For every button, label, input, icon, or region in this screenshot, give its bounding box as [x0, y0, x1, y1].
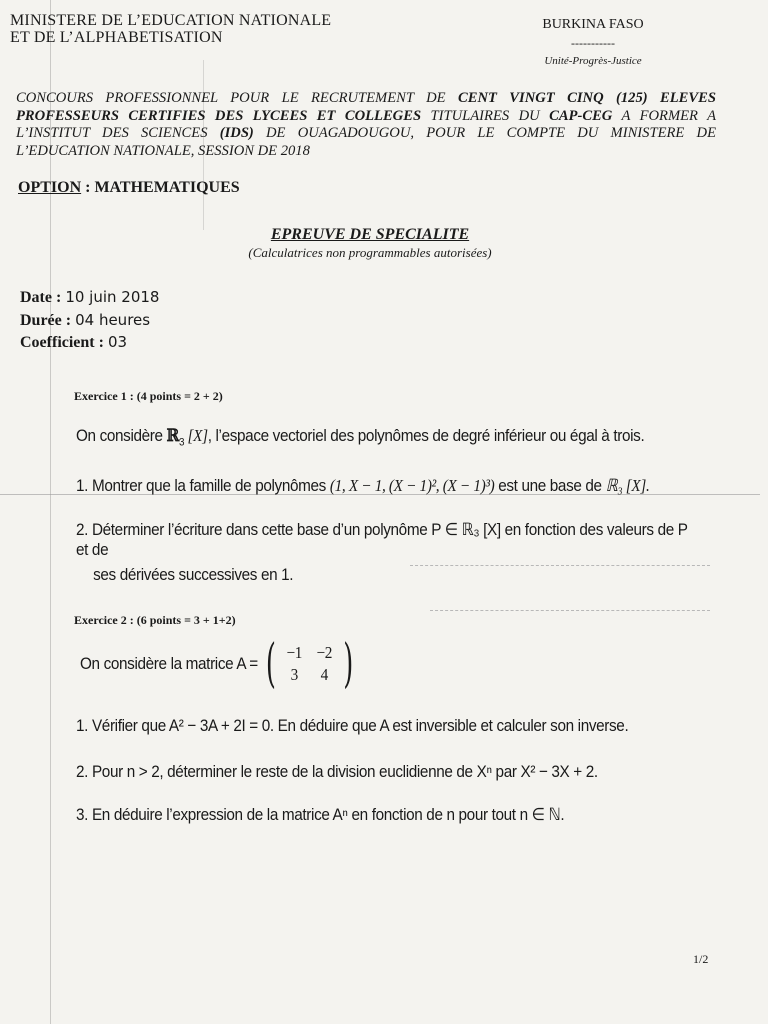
q1-number: 1. [76, 476, 89, 495]
matrix-left-paren: ( [265, 634, 276, 694]
matrix-row [279, 642, 339, 664]
exercise1-q1 [76, 476, 649, 496]
concours-bold: (IDS) [219, 125, 254, 141]
scan-artifact-dash [430, 610, 710, 611]
matrix-cell: 3 [290, 665, 298, 684]
concours-text: CONCOURS PROFESSIONNEL POUR LE RECRUTEMENT DE [16, 90, 458, 106]
matrix-cell: −2 [316, 643, 333, 662]
exercise1-intro-text: , l’espace vectoriel des polynômes de degré inférieur ou égal à trois. [207, 426, 645, 445]
date-line [20, 288, 159, 307]
exercise2-intro [80, 634, 357, 694]
matrix-a [261, 634, 357, 694]
country-separator: ----------- [571, 36, 615, 50]
option-line [18, 179, 240, 197]
ministry-line1: MINISTERE DE L’EDUCATION NATIONALE [10, 12, 332, 29]
q2-number: 2. [76, 520, 89, 539]
concours-description [16, 90, 716, 160]
concours-bold: CAP-CEG [549, 107, 613, 124]
concours-text: A FORMER A L’INSTITUT DES SCIENCES [16, 107, 717, 141]
q1-number: 1. [76, 716, 89, 735]
exercise1-intro [76, 426, 644, 448]
exam-subtitle: (Calculatrices non programmables autorisées) [248, 245, 492, 260]
concours-bold: CENT VINGT CINQ (125) ELEVES PROFESSEURS CERTIFIES DES LYCEES ET COLLEGES [16, 90, 716, 124]
page-number: 1/2 [693, 952, 709, 966]
matrix-table [279, 642, 339, 686]
r3-argument: [X] [184, 426, 208, 445]
exercise2-q1 [76, 716, 628, 736]
duree-line [20, 311, 150, 330]
q1-family: (1, X − 1, (X − 1)², (X − 1)³) [329, 476, 495, 495]
exercise2-q3 [76, 805, 564, 825]
country-motto: Unité-Progrès-Justice [544, 55, 642, 67]
exercise2-title: Exercice 2 : (6 points = 3 + 1+2) [74, 613, 236, 627]
exercise1-intro-text: On considère [76, 426, 167, 445]
r3-subscript: 3 [178, 436, 185, 449]
coef-value: 03 [107, 333, 128, 351]
date-value: 10 juin 2018 [65, 288, 160, 306]
exercise2-q2 [76, 762, 598, 782]
r3-symbol: ℝ [166, 426, 179, 446]
duree-label: Durée : [20, 312, 72, 329]
duree-value: 04 heures [75, 311, 151, 329]
q1-text: est une base de [494, 476, 606, 495]
matrix-cell: 4 [320, 665, 328, 684]
q1-text: Vérifier que A² − 3A + 2I = 0. En déduire que A est inversible et calculer son inverse. [91, 716, 629, 735]
q3-number: 3. [76, 805, 89, 824]
ministry-line2: ET DE L’ALPHABETISATION [10, 29, 223, 46]
q2-number: 2. [76, 762, 89, 781]
q2-line1: Déterminer l’écriture dans cette base d’un polynôme P ∈ ℝ₃ [X] en fonction des valeurs de P et de [76, 520, 688, 559]
exercise1-q2 [76, 520, 699, 585]
concours-text: TITULAIRES DU [421, 107, 550, 124]
q2-line2: ses dérivées successives en 1. [93, 565, 294, 584]
coef-line [20, 333, 127, 352]
matrix-row [279, 664, 339, 686]
q2-text: Pour n > 2, déterminer le reste de la division euclidienne de Xⁿ par X² − 3X + 2. [91, 762, 598, 781]
exercise1-title: Exercice 1 : (4 points = 2 + 2) [74, 389, 223, 403]
q1-space: ℝ₃ [X]. [605, 476, 650, 495]
coef-label: Coefficient : [20, 334, 104, 351]
q1-text: Montrer que la famille de polynômes [91, 476, 330, 495]
exercise2-intro-text: On considère la matrice A = [80, 654, 258, 673]
q3-text: En déduire l’expression de la matrice Aⁿ en fonction de n pour tout n ∈ ℕ. [91, 805, 565, 824]
option-label: OPTION [18, 179, 82, 196]
option-value: : MATHEMATIQUES [81, 179, 240, 196]
country-header [537, 17, 649, 67]
matrix-right-paren: ) [343, 634, 354, 694]
ministry-header [10, 12, 331, 46]
exam-title: EPREUVE DE SPECIALITE [270, 226, 470, 243]
matrix-cell: −1 [286, 643, 303, 662]
country-name: BURKINA FASO [542, 17, 644, 32]
concours-text: DE OUAGADOUGOU, POUR LE COMPTE DU MINISTERE DE L’EDUCATION NATIONALE, SESSION DE 2018 [16, 125, 716, 159]
date-label: Date : [20, 289, 62, 306]
